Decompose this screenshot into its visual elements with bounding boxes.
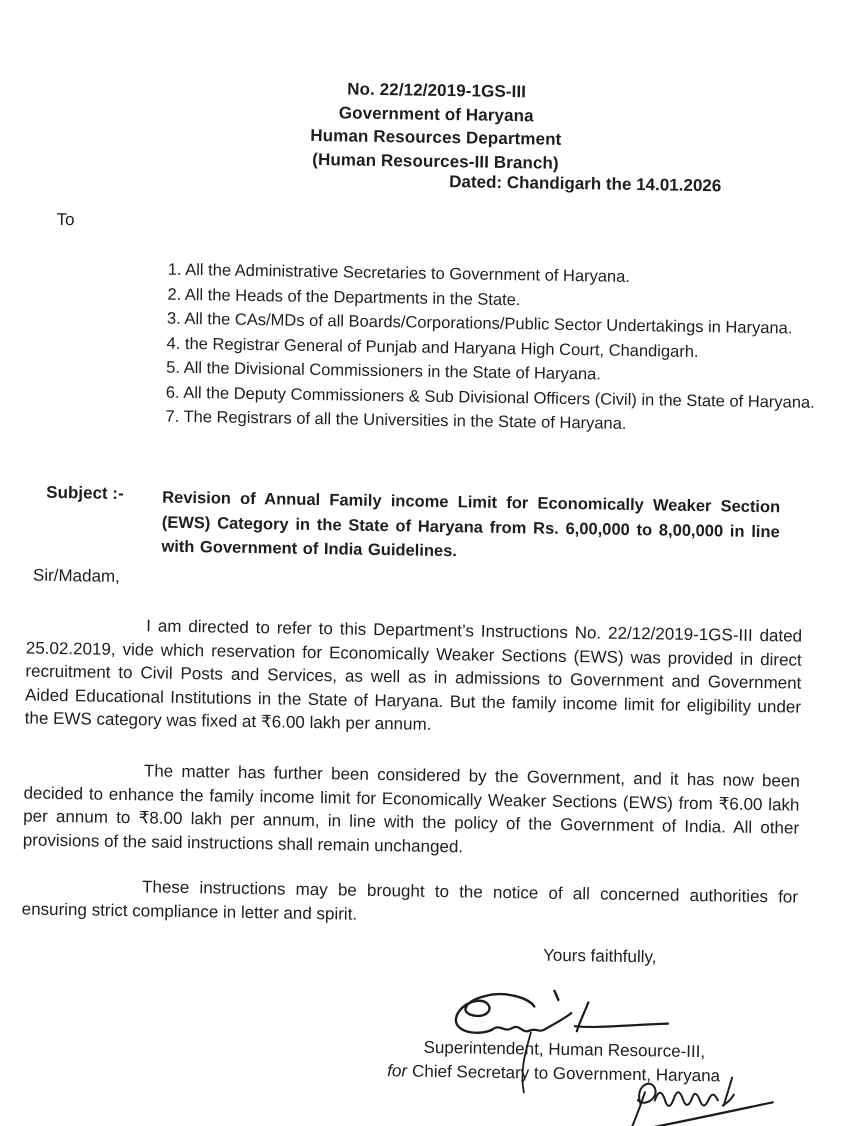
closing-valediction: Yours faithfully,	[542, 945, 657, 967]
signatory-designation: Superintendent, Human Resource-III,	[423, 1037, 706, 1062]
authority-text: Chief Secretary to Government, Haryana	[411, 1061, 721, 1086]
org-branch: (Human Resources-III Branch)	[312, 149, 559, 173]
subject-text: Revision of Annual Family income Limit for Economically Weaker Section (EWS) Category in the State of Haryana from Rs. 6,00,000 to 8,00,000 in line with Government of India Guidelines.	[161, 488, 781, 561]
recipient-item: 4. the Registrar General of Punjab and Haryana High Court, Chandigarh.	[166, 334, 699, 361]
recipients-list	[165, 258, 818, 440]
subject-label: Subject :-	[46, 482, 124, 504]
recipient-item: 2. All the Heads of the Departments in the State.	[167, 285, 521, 309]
salutation: Sir/Madam,	[32, 565, 121, 586]
recipient-item: 1. All the Administrative Secretaries to Government of Haryana.	[167, 260, 631, 286]
recipient-item: 7. The Registrars of all the Universities in the State of Haryana.	[165, 407, 627, 433]
recipient-item: 3. All the CAs/MDs of all Boards/Corporations/Public Sector Undertakings in Haryana.	[166, 309, 793, 338]
recipient-item: 5. All the Divisional Commissioners in the State of Haryana.	[166, 358, 602, 384]
for-word: for	[387, 1061, 408, 1081]
letter-header	[225, 76, 646, 177]
second-signature-scribble	[610, 1062, 781, 1126]
body-paragraph-2: The matter has further been considered by the Government, and it has now been decided to enhance the family income limit for Economically Weaker Sections (EWS) from ₹6.00 lakh per annum to ₹8.00 lakh per annum, in line with the policy of the Government of India. All other provisions of the said instructions shall remain unchanged.	[22, 761, 800, 856]
recipient-item: 6. All the Deputy Commissioners & Sub Divisional Officers (Civil) in the State of Haryana.	[165, 383, 815, 412]
to-label: To	[56, 209, 75, 230]
body-paragraph-1: I am directed to refer to this Department’s Instructions No. 22/12/2019-1GS-III dated 25.02.2019, vide which reservation for Economically Weaker Sections (EWS) was provided in direct recruitment to Civil Posts and Services, as well as in admissions to Government and Government Aided Educational Institutions in the State of Haryana. But the family income limit for eligibility under the EWS category was fixed at ₹6.00 lakh per annum.	[24, 616, 803, 734]
org-department: Human Resources Department	[310, 125, 562, 149]
body-paragraph-3: These instructions may be brought to the notice of all concerned authorities for ensuring strict compliance in letter and spirit.	[21, 877, 799, 924]
letter-ref-number: No. 22/12/2019-1GS-III	[347, 79, 527, 102]
dated-line: Dated: Chandigarh the 14.01.2026	[449, 172, 722, 196]
org-government: Government of Haryana	[338, 102, 534, 125]
